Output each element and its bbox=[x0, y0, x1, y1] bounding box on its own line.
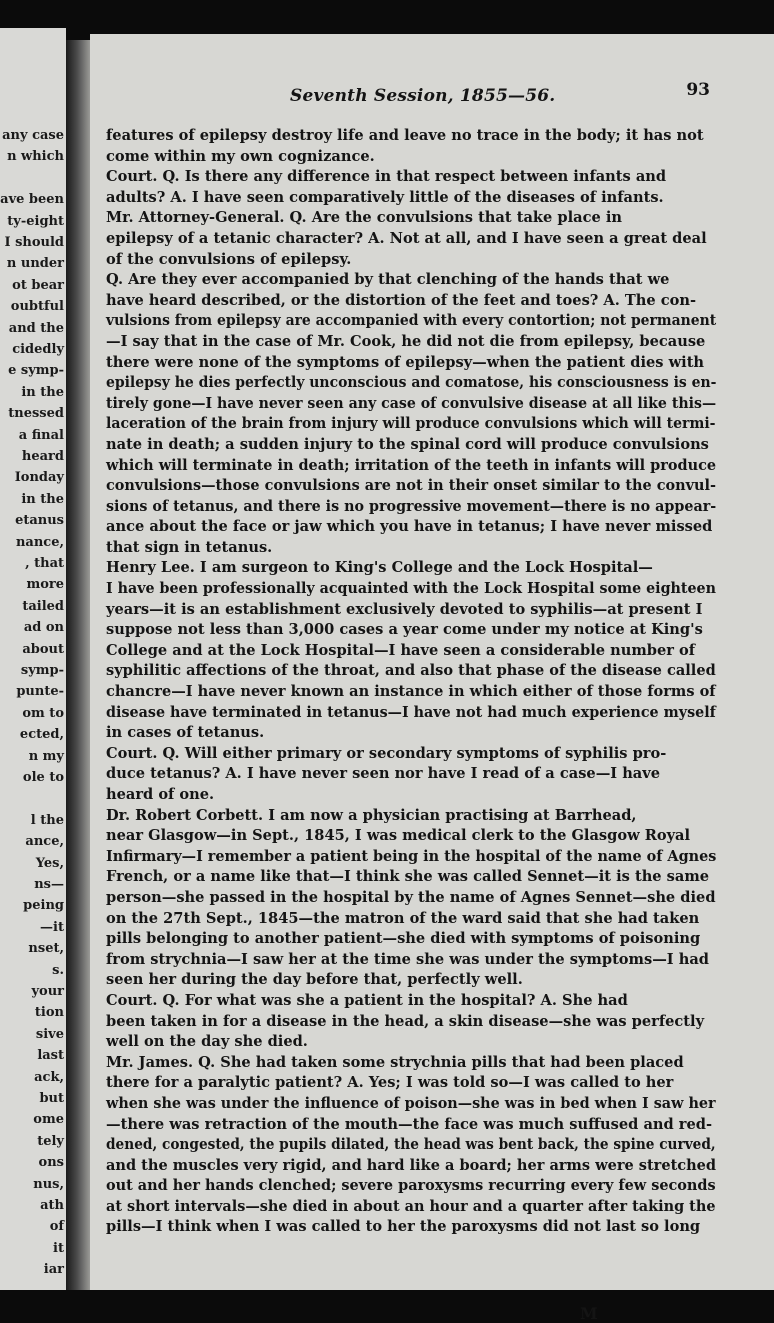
left-page-line: symp- bbox=[20, 663, 64, 678]
text-line: from strychnia—I saw her at the time she was under the symptoms—I had bbox=[106, 950, 709, 968]
left-page-line: tnessed bbox=[8, 406, 64, 422]
left-page-line: ack, bbox=[34, 1069, 64, 1085]
left-page-line: in the bbox=[21, 491, 64, 507]
text-line: suppose not less than 3,000 cases a year come under my notice at King's bbox=[106, 621, 703, 639]
text-line: vulsions from epilepsy are accompanied with every contortion; not permanent bbox=[106, 312, 717, 330]
left-page-line: but bbox=[39, 1091, 64, 1106]
right-page bbox=[90, 34, 774, 1323]
text-line: nate in death; a sudden injury to the spinal cord will produce convulsions bbox=[106, 435, 709, 453]
text-line: there for a paralytic patient? A. Yes; I was told so—I was called to her bbox=[106, 1074, 674, 1092]
text-line: in cases of tetanus. bbox=[106, 724, 265, 742]
text-line: heard of one. bbox=[106, 786, 215, 803]
left-page-line: ad on bbox=[23, 620, 64, 636]
left-page-line: peing bbox=[23, 898, 64, 914]
left-page-line: punte- bbox=[16, 684, 64, 700]
text-line: well on the day she died. bbox=[106, 1033, 308, 1051]
left-page-line: I should bbox=[4, 235, 64, 250]
left-page-line: last bbox=[37, 1048, 64, 1064]
text-line: tirely gone—I have never seen any case of convulsive disease at all like this— bbox=[106, 394, 717, 412]
text-line: disease have terminated in tetanus—I have not had much experience myself bbox=[106, 703, 716, 721]
text-line: Dr. Robert Corbett. I am now a physician practising at Barrhead, bbox=[106, 806, 637, 824]
left-page-line: cidedly bbox=[12, 342, 64, 357]
left-page-line: a final bbox=[18, 427, 64, 443]
text-line: Henry Lee. I am surgeon to King's College and the Lock Hospital— bbox=[106, 559, 653, 577]
text-line: —there was retraction of the mouth—the face was much suffused and red- bbox=[106, 1115, 713, 1133]
left-page-line: etanus bbox=[15, 513, 64, 529]
left-page-line: your bbox=[31, 984, 64, 999]
left-page-line: ave been bbox=[0, 192, 64, 208]
book-gutter bbox=[66, 40, 90, 1290]
left-page-line: ole to bbox=[22, 770, 64, 785]
left-page-line: any case bbox=[2, 128, 64, 143]
text-line: dened, congested, the pupils dilated, the head was bent back, the spine curved, bbox=[106, 1136, 716, 1154]
text-line: sions of tetanus, and there is no progressive movement—there is no appear- bbox=[106, 497, 717, 515]
text-line: been taken in for a disease in the head, a skin disease—she was perfectly bbox=[106, 1012, 705, 1030]
text-line: and the muscles very rigid, and hard like a board; her arms were stretched bbox=[106, 1156, 717, 1174]
left-page bbox=[0, 28, 66, 1290]
text-line: person—she passed in the hospital by the name of Agnes Sennet—she died bbox=[106, 888, 716, 906]
left-page-line: ot bear bbox=[12, 277, 64, 293]
text-line: that sign in tetanus. bbox=[106, 538, 273, 556]
text-line: pills—I think when I was called to her the paroxysms did not last so long bbox=[106, 1218, 701, 1236]
left-page-line: n under bbox=[6, 256, 64, 272]
text-line: adults? A. I have seen comparatively little of the diseases of infants. bbox=[106, 188, 664, 206]
text-line: Mr. Attorney-General. Q. Are the convulsions that take place in bbox=[106, 209, 622, 227]
left-page-line: in the bbox=[21, 384, 64, 400]
text-line: convulsions—those convulsions are not in their onset similar to the convul- bbox=[106, 477, 716, 495]
signature-mark: M bbox=[580, 1304, 598, 1323]
text-line: Court. Q. For what was she a patient in the hospital? A. She had bbox=[106, 991, 628, 1009]
left-page-line: ns— bbox=[34, 877, 64, 892]
left-page-line: , that bbox=[25, 556, 64, 571]
text-line: Court. Q. Is there any difference in that respect between infants and bbox=[106, 168, 667, 186]
left-page-line: it bbox=[53, 1240, 64, 1256]
text-line: of the convulsions of epilepsy. bbox=[106, 250, 352, 268]
left-page-line: tion bbox=[34, 1005, 64, 1021]
text-line: —I say that in the case of Mr. Cook, he did not die from epilepsy, because bbox=[106, 332, 706, 350]
running-head: Seventh Session, 1855—56. bbox=[290, 86, 556, 106]
text-line: College and at the Lock Hospital—I have seen a considerable number of bbox=[106, 641, 696, 659]
left-page-line: s. bbox=[52, 962, 64, 978]
left-page-line: iar bbox=[43, 1262, 64, 1278]
text-line: French, or a name like that—I think she was called Sennet—it is the same bbox=[106, 868, 710, 886]
text-line: I have been professionally acquainted with the Lock Hospital some eighteen bbox=[106, 580, 716, 598]
left-page-line: om to bbox=[22, 705, 64, 721]
text-line: years—it is an establishment exclusively devoted to syphilis—at present I bbox=[106, 600, 703, 618]
text-line: epilepsy he dies perfectly unconscious and comatose, his consciousness is en- bbox=[106, 374, 717, 392]
left-page-line: tely bbox=[37, 1133, 64, 1149]
text-line: at short intervals—she died in about an hour and a quarter after taking the bbox=[106, 1197, 716, 1215]
left-page-line: ty-eight bbox=[7, 213, 64, 229]
left-page-line: nset, bbox=[28, 941, 64, 957]
left-page-line: —it bbox=[40, 919, 64, 935]
left-page-line: more bbox=[26, 577, 64, 593]
text-line: features of epilepsy destroy life and leave no trace in the body; it has not bbox=[106, 127, 704, 144]
text-line: Q. Are they ever accompanied by that clenching of the hands that we bbox=[106, 271, 670, 289]
left-page-line: ath bbox=[40, 1198, 64, 1213]
left-page-line: sive bbox=[35, 1026, 64, 1042]
left-page-line: of bbox=[49, 1219, 64, 1235]
left-page-line: tailed bbox=[22, 598, 64, 614]
left-page-line: ected, bbox=[19, 727, 64, 743]
text-line: which will terminate in death; irritation of the teeth in infants will produce bbox=[106, 456, 717, 474]
left-page-line: ance, bbox=[25, 834, 64, 850]
left-page-line: Ionday bbox=[14, 470, 64, 486]
text-line: duce tetanus? A. I have never seen nor have I read of a case—I have bbox=[106, 765, 661, 783]
text-line: ance about the face or jaw which you have in tetanus; I have never missed bbox=[106, 518, 713, 536]
left-page-line: n my bbox=[28, 748, 64, 764]
text-line: chancre—I have never known an instance in which either of those forms of bbox=[106, 683, 716, 701]
body-text bbox=[106, 126, 716, 1238]
left-page-line: Yes, bbox=[35, 855, 64, 871]
left-page-line: heard bbox=[21, 449, 64, 464]
text-line: seen her during the day before that, perfectly well. bbox=[106, 971, 523, 989]
left-page-line: oubtful bbox=[10, 299, 64, 315]
text-line: Mr. James. Q. She had taken some strychnia pills that had been placed bbox=[106, 1053, 684, 1071]
text-line: there were none of the symptoms of epilepsy—when the patient dies with bbox=[106, 353, 705, 371]
left-page-line: ons bbox=[38, 1155, 64, 1171]
left-page-line: l the bbox=[30, 812, 64, 828]
text-line: when she was under the influence of poison—she was in bed when I saw her bbox=[106, 1094, 716, 1112]
text-line: epilepsy of a tetanic character? A. Not at all, and I have seen a great deal bbox=[106, 229, 707, 247]
text-line: out and her hands clenched; severe paroxysms recurring every few seconds bbox=[106, 1177, 716, 1195]
left-page-line: about bbox=[22, 641, 64, 657]
left-page-line: and the bbox=[8, 320, 64, 336]
text-line: near Glasgow—in Sept., 1845, I was medical clerk to the Glasgow Royal bbox=[106, 827, 691, 845]
page-number: 93 bbox=[686, 80, 710, 100]
text-line: pills belonging to another patient—she died with symptoms of poisoning bbox=[106, 930, 701, 948]
left-page-line: n which bbox=[7, 149, 64, 165]
left-page-line: e symp- bbox=[8, 363, 64, 379]
text-line: have heard described, or the distortion of the feet and toes? A. The con- bbox=[106, 291, 697, 309]
text-line: Infirmary—I remember a patient being in the hospital of the name of Agnes bbox=[106, 847, 717, 865]
text-line: syphilitic affections of the throat, and also that phase of the disease called bbox=[106, 662, 716, 680]
text-line: laceration of the brain from injury will produce convulsions which will termi- bbox=[106, 415, 716, 433]
left-page-line: ome bbox=[33, 1112, 64, 1128]
left-page-line: nus, bbox=[33, 1176, 64, 1192]
text-line: on the 27th Sept., 1845—the matron of the ward said that she had taken bbox=[106, 909, 700, 927]
text-line: Court. Q. Will either primary or secondary symptoms of syphilis pro- bbox=[106, 744, 667, 762]
left-page-line: nance, bbox=[15, 534, 64, 550]
text-line: come within my own cognizance. bbox=[106, 147, 375, 165]
